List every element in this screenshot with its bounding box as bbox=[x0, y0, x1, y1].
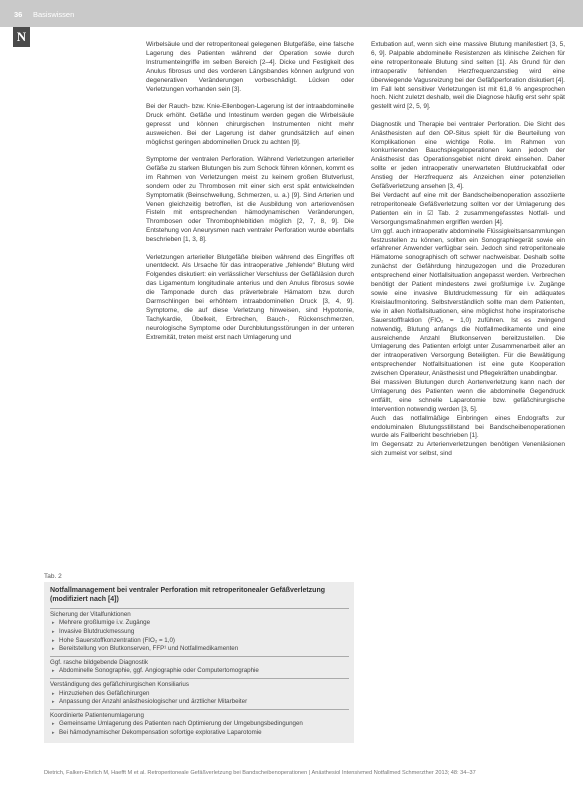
table-item: ▸ Bereitstellung von Blutkonserven, FFP¹ und Notfallmedikamenten bbox=[52, 645, 349, 654]
right-text-column bbox=[371, 41, 565, 459]
page-number: 36 bbox=[14, 10, 23, 19]
table-item-list bbox=[50, 720, 349, 737]
table-section bbox=[50, 709, 349, 738]
table-label: Tab. 2 bbox=[44, 573, 62, 580]
table-title: Notfallmanagement bei ventraler Perforation mit retroperitonealer Gefäßverletzung (modifiziert nach [4]) bbox=[50, 587, 326, 604]
paragraph: Wirbelsäule und der retroperitoneal gelegenen Blutgefäße, eine falsche Lagerung des Patienten während der Operation sowie durch Instrumenteingriffe im selben Bereich [2–4]. Dicke und Festigkeit des Anulus fibrosus und des vorderen Längsbandes können aufgrund von degenerativen Veränderungen vorbeschädigt. Lücken oder Verletzungen vorhanden sein [3]. bbox=[146, 41, 354, 93]
page-header-bar bbox=[0, 0, 583, 27]
table-item: ▸ Bei hämodynamischer Dekompensation sofortige explorative Laparotomie bbox=[52, 729, 349, 738]
table-item-list bbox=[50, 667, 349, 676]
table-section bbox=[50, 678, 349, 707]
paragraph: Extubation auf, wenn sich eine massive Blutung manifestiert [3, 5, 6, 9]. Palpable abdominelle Resistenzen als klinische Zeichen für eine retroperitoneale Blutung sind selten [1]. Als Grund für den intraoperativ fehlenden Herzfrequenzanstieg wird eine überwiegende Vagusreizung bei der Gefäßperforation diskutiert [4]. Im Fall lebt sensitiver Verletzungen ist mit 61,8 % angesprochen hoch. Nicht zuletzt deshalb, weil die Diagnose häufig erst sehr spät gestellt wird [2, 5, 9]. bbox=[371, 41, 565, 111]
section-badge: N bbox=[13, 27, 30, 47]
page-footer-citation: Dietrich, Falken-Ehrlich M, Haefft M et al. Retroperitoneale Gefäßverletzung bei Bandscheibenoperationen | Anästhesiol Intensivmed Notfallmed Schmerzther 2013; 48: 34–37 bbox=[44, 770, 476, 776]
table-item: ▸ Gemeinsame Umlagerung des Patienten nach Optimierung der Umgebungsbedingungen bbox=[52, 720, 349, 729]
left-text-column bbox=[146, 41, 354, 343]
section-name: Basiswissen bbox=[33, 10, 75, 19]
table-section-heading: Ggf. rasche bildgebende Diagnostik bbox=[50, 656, 349, 668]
paragraph: Bei Verdacht auf eine mit der Bandscheibenoperation assoziierte retroperitoneale Gefäßverletzung sollten vor der Umlagerung des Patienten ein in ☑ Tab. 2 zusammengefasstes Notfall- und Versorgungsmaßnahmen ergriffen werden [4]. bbox=[371, 192, 565, 226]
table-item: ▸ Invasive Blutdruckmessung bbox=[52, 628, 349, 637]
table-section bbox=[50, 608, 349, 654]
table-section-heading: Sicherung der Vitalfunktionen bbox=[50, 608, 349, 620]
table-item: ▸ Anpassung der Anzahl anästhesiologischer und ärztlicher Mitarbeiter bbox=[52, 698, 349, 707]
paragraph: Verletzungen arterieller Blutgefäße bleiben während des Eingriffes oft unentdeckt. Als Ursache für das intraoperative „fehlende“ Blutung wird Folgendes diskutiert: ein verlässlicher Verschluss der Gefäßläsion durch das Ligamentum longitudinale anterius und den Anulus fibrosus sowie die Tamponade durch das prävertebrale Hämatom bzw. durch Darmschlingen bei erhöhtem intraabdominellen Druck [3, 4, 9]. Symptome, die auf diese Verletzung hinweisen, sind Hypotonie, Tachykardie, Übelkeit, Erbrechen, Bauch-, Rückenschmerzen, neurologische Symptome oder Durchblutungsstörungen in der unteren Extremität, treten meist erst nach Umlagerung und bbox=[146, 253, 354, 341]
table-item: ▸ Abdominelle Sonographie, ggf. Angiographie oder Computertomographie bbox=[52, 667, 349, 676]
table-item: ▸ Hohe Sauerstoffkonzentration (FIO₂ = 1,0) bbox=[52, 637, 349, 646]
paragraph: Bei massiven Blutungen durch Aortenverletzung kann nach der Umlagerung des Patienten wenn die abdominelle Gegendruck entfällt, eine schnelle Laparotomie bzw. gefäßchirurgische Intervention notwendig werden [3, 5]. bbox=[371, 379, 565, 413]
paragraph: Um ggf. auch intraoperativ abdominelle Flüssigkeitsansammlungen festzustellen zu können, sollten ein Sonographiegerät sowie ein erfahrener Anwender verfügbar sein. Jedoch sind retroperitoneale Hämatome sonographisch oft schwer nachweisbar. Deshalb sollte zunächst der Gefährdung hinzugezogen und die Prozeduren entsprechend einer Notfallsituation angepasst werden. Verbrechen benötigt der Patient mindestens zwei großlumige i.v. Zugänge sowie eine invasive Blutdruckmessung für ein adäquates Kreislaufmonitoring. Selbstverständlich sollte man dem Patienten, wie in allen Notfallsituationen, eine möglichst hohe inspiratorische Sauerstofffraktion (FIO₂ = 1,0) zuführen. Ist es zwingend notwendig, Blutung anfangs die Notfallmedikamente und eine ausreichende Anzahl Blutkonserven bereitzustellen. Die Umlagerung des Patienten erfolgt unter Zusammenarbeit aller an der intraoperativen Versorgung Beteiligten. Für die Bewältigung entsprechender Notfallsituationen ist eine gute Kooperation zwischen Operateur, Anästhesist und Pflegekräften unabdingbar. bbox=[371, 227, 565, 378]
table-item: ▸ Hinzuziehen des Gefäßchirurgen bbox=[52, 690, 349, 699]
paragraph: Symptome der ventralen Perforation. Während Verletzungen arterieller Gefäße zu starken Blutungen bis zum Schock führen können, kommt es im Rahmen von Verletzungen meist zu keinem großen Blutverlust, sondern oder zu Thrombosen mit einer sich erst spät entwickelnden Symptomatik (Beinschwellung, Schmerzen, u. a.) [9]. Sind Arterien und Venen gleichzeitig betroffen, ist die Ausbildung von arteriovenösen Fisteln mit entsprechenden hämodynamischen Veränderungen, Thrombosen oder Thrombophlebitiden möglich [2, 7, 8, 9]. Die Entstehung von Aneurysmen nach ventraler Perforation wurde ebenfalls beschrieben [1, 3, 8]. bbox=[146, 155, 354, 244]
table-section bbox=[50, 656, 349, 676]
table-item: ▸ Mehrere großlumige i.v. Zugänge bbox=[52, 619, 349, 628]
table-section-heading: Verständigung des gefäßchirurgischen Konsiliarius bbox=[50, 678, 349, 690]
paragraph: Diagnostik und Therapie bei ventraler Perforation. Die Sicht des Anästhesisten auf den OP-Situs spielt für die Beurteilung von Komplikationen eine wichtige Rolle. Im Rahmen von konkurrierenden Bauchspiegeloperationen kann jedoch der Anästhesist das Operationsgebiet nicht direkt einsehen. Daher sollte er jeden intraoperativ unerwarteten Blutdruckabfall oder Anstieg der Herzfrequenz als Anzeichen einer potenziellen Gefäßverletzung ansehen [3, 4]. bbox=[371, 120, 565, 191]
paragraph: Auch das notfallmäßige Einbringen eines Endografts zur endoluminalen Blutungsstillstand bei Bandscheibenoperationen wurde als Fallbericht beschrieben [1]. bbox=[371, 414, 565, 440]
paragraph: Im Gegensatz zu Arterienverletzungen benötigen Venenläsionen sich zumeist vor selbst, sind bbox=[371, 441, 565, 458]
table-item-list bbox=[50, 690, 349, 707]
emergency-management-table bbox=[44, 582, 354, 743]
paragraph: Bei der Rauch- bzw. Knie-Ellenbogen-Lagerung ist der intraabdominelle Druck erhöht. Gefäße und Intestinum werden gegen die Wirbelsäule gepresst und können chirurgischen Instrumenten nicht mehr ausweichen. Bei der Lagerung ist daher grundsätzlich auf einen möglichst geringen abdominellen Druck zu achten [9]. bbox=[146, 102, 354, 146]
table-item-list bbox=[50, 619, 349, 653]
table-section-heading: Koordinierte Patientenumlagerung bbox=[50, 709, 349, 721]
